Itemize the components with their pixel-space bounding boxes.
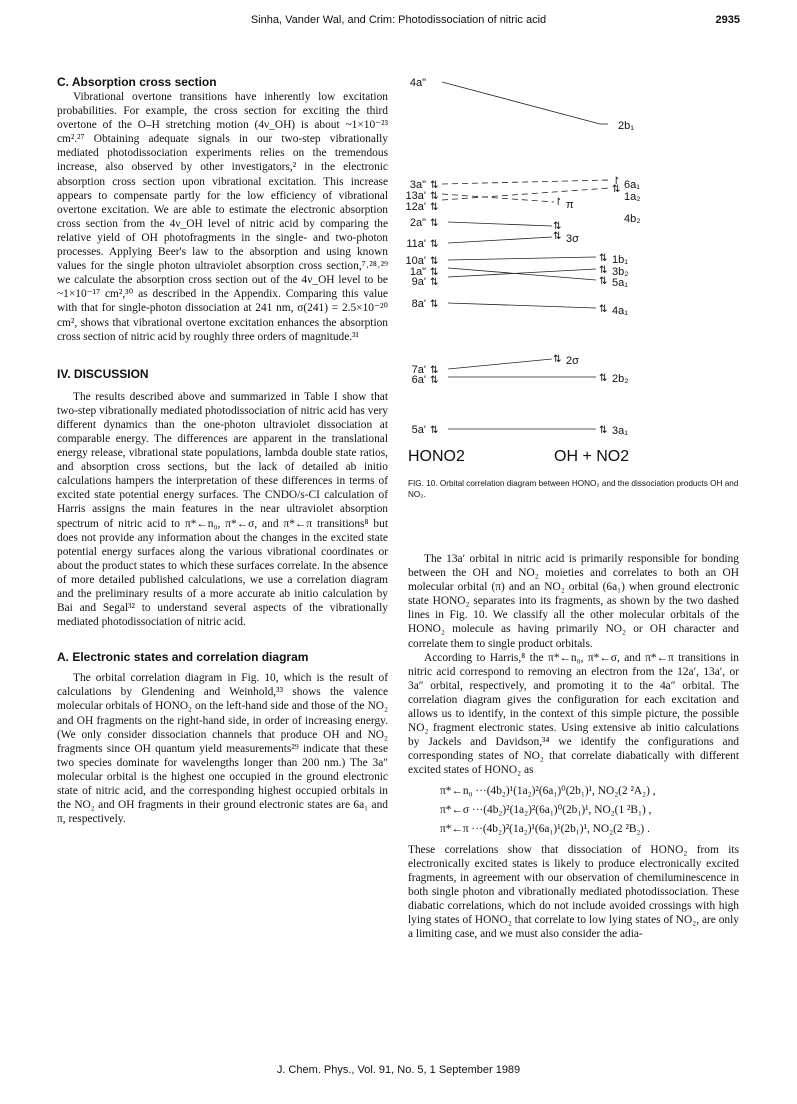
running-title: Sinha, Vander Wal, and Crim: Photodissociation of nitric acid [250,14,547,26]
page-header [0,8,797,32]
level-label: 3a₁ [612,425,628,437]
level-label: 6a₁ [624,179,640,191]
svg-text:⇅: ⇅ [430,239,439,250]
diagram-svg [405,76,748,476]
level-label: 9a' [411,276,426,288]
level-label: 3a" [409,179,426,191]
equation-block [440,782,739,839]
level-label: 7a' [411,364,426,376]
svg-text:↾: ↾ [612,176,621,187]
svg-text:⇅: ⇅ [599,304,608,315]
level-label: 5a₁ [612,277,628,289]
level-label: 10a' [405,255,426,267]
section-c-heading: C. Absorption cross section [57,75,217,89]
svg-text:⇅: ⇅ [553,354,562,365]
svg-text:⇅: ⇅ [599,276,608,287]
level-label: 2σ [566,355,579,367]
paragraph-correlation: The orbital correlation diagram in Fig. 10, which is the result of calculations by Glendening and Weinhold,³³ shows the valence molecular orbitals of HONO₂ on the left-hand side and those of the NO₂ and OH fragments on the right-hand side, in order of increasing energy. (We only consider dissociation channels that produce OH and NO₂ fragments since OH quantum yield measurements²⁹ indicate that these two species dominate for wavelengths longer than 200 nm.) The 3a″ molecular orbital is the highest one occupied in the ground electronic state of nitric acid, and the corresponding highest occupied orbitals in the NO₂ and OH fragments in their ground electronic states are 6a₁ and π, respectively. [57,672,388,826]
level-label: 1b₁ [612,254,628,266]
svg-text:⇅: ⇅ [430,218,439,229]
paragraph-harris: According to Harris,⁸ the π*←n₀, π*←σ, and π*←π transitions in nitric acid correspond to removing an electron from the 12a′, 13a′, or 3a″ orbital, respectively, and promoting it to the 4a″ orbital. The correlation diagram gives the configuration for each excitation and allows us to identify, in the context of this simple picture, the possible NO₂ fragment electronic states. Using extensive ab initio calculations by Jackels and Davidson,³⁴ we identify the configurations and corresponding states of NO₂ that correlate diabatically with different excited states of HONO₂ as [408,651,739,777]
level-label: 6a' [411,374,426,386]
svg-text:⇅: ⇅ [599,373,608,384]
section-a-heading: A. Electronic states and correlation diagram [57,650,309,665]
level-label: 4a" [409,77,426,89]
level-label: 13a' [405,190,426,202]
paragraph-correlations: These correlations show that dissociation of HONO₂ from its electronically excited states is likely to produce electronically excited fragments, in agreement with our observation of chemiluminescence in both single photon and vibrationally mediated photodissociation. These diabatic correlations, which do not include avoided crossings with high lying states of HONO₂ that correlate to low lying states of NO₂, are only a limiting case, and we must also consider the adia- [408,843,739,941]
level-label: 3b₂ [612,266,629,278]
svg-text:⇅: ⇅ [430,277,439,288]
level-label: 4a₁ [612,305,628,317]
svg-text:⇅: ⇅ [430,180,439,191]
level-label: 12a' [405,201,426,213]
level-label: π [566,199,574,211]
paragraph-discussion: The results described above and summarized in Table I show that two-step vibrationally mediated photodissociation of nitric acid has very different dynamics than the one-photon ultraviolet dissociation at comparable energy. The differences are apparent in the translational energy release, vibrational state populations, lambda double state ratios, and absorption cross sections, but the lack of detailed ab initio calculations hampers the interpretation of these differences in terms of excited state potential energy surfaces. The CNDO/s-CI calculation of Harris assigns the main features in the near ultraviolet absorption spectrum of nitric acid to π*←n₀, π*←σ, and π*←π transitions⁸ but does not provide any information about the changes in the excited state potential energy surfaces along the various vibrational coordinates or about the product states to which these surfaces correlate. In the absence of more detailed published calculations, we use a correlation diagram and the preliminary results of a more accurate ab initio calculation by Bai and Segal³² to understand several aspects of the vibrationally mediated photodissociation of nitric acid. [57,390,388,629]
svg-text:⇅: ⇅ [612,184,621,195]
level-label: 11a' [406,238,426,250]
left-column [57,74,388,826]
svg-text:⇅: ⇅ [430,256,439,267]
level-label: 2b₂ [612,373,629,385]
section-iv-heading: IV. DISCUSSION [57,366,149,381]
paragraph-13a-orbital: The 13a′ orbital in nitric acid is primarily responsible for bonding between the OH and NO₂ moieties and correlates to both an OH molecular orbital (π) and an NO₂ orbital (6a₁) when ground electronic state HONO₂ separates into its fragments, as shown by the two dashed lines in Fig. 10. We classify all the other molecular orbitals of the HONO₂ molecule as having primarily NO₂ or OH character and correlate them to single product orbitals. [408,553,739,650]
svg-text:⇅: ⇅ [430,365,439,376]
svg-text:⇅: ⇅ [430,267,439,278]
page-number: 2935 [715,14,740,26]
level-label: 2a" [409,217,426,229]
correlation-lines [442,82,610,429]
equation-3: π*←π ···(4b₂)²(1a₂)¹(6a₁)¹(2b₁)¹, NO₂(2 ²B₂) . [440,822,650,835]
paragraph-absorption: Vibrational overtone transitions have inherently low excitation probabilities. For example, the cross section for exciting the third overtone of the O–H stretching motion (4ν_OH) is about ~1×10⁻²³ cm².²⁷ Obtaining adequate signals in our two-step vibrationally mediated photodissociation experiments relies on the tremendous increase, also observed by other investigators,² in the electronic absorption cross section upon vibrational excitation. This increase appears to compensate partly for the low efficiency of vibrational overtone excitation. We are able to estimate the electronic absorption cross section from the 4ν_OH level of nitric acid by comparing the relative yield of OH photofragments in the single- and two-photon processes. Applying Beer's law to the absorption and using known values for the single photon ultraviolet absorption cross section,⁷˒²⁸˒²⁹ we calculate the absorption cross section out of the 4ν_OH level to be ~1×10⁻¹⁷ cm²,³⁰ as described in the Appendix. Comparing this value with that for single-photon dissociation at 241 nm, σ(241) = 2.5×10⁻²⁰ cm², shows that vibrational overtone excitation enhances the absorption cross section of nitric acid by roughly three orders of magnitude.³¹ [57,91,388,343]
orbital-correlation-diagram [405,76,748,516]
svg-text:⇅: ⇅ [430,375,439,386]
equation-2: π*←σ ···(4b₂)²(1a₂)²(6a₁)⁰(2b₁)¹, NO₂(1 ²B₁) , [440,803,652,816]
svg-text:⇅: ⇅ [430,202,439,213]
svg-text:⇅: ⇅ [553,221,562,232]
equation-1: π*←n₀ ···(4b₂)¹(1a₂)²(6a₁)⁰(2b₁)¹, NO₂(2 ²A₂) , [440,784,656,797]
svg-text:↾: ↾ [554,197,563,208]
svg-text:⇅: ⇅ [599,425,608,436]
left-level-labels [406,77,427,436]
level-label: 1a" [409,266,426,278]
level-label: 8a' [411,298,426,310]
level-label: 1a₂ [624,191,641,203]
diagram-left-title: HONO2 [408,448,465,465]
svg-text:⇅: ⇅ [430,299,439,310]
diagram-right-title: OH + NO2 [554,448,630,465]
svg-text:⇅: ⇅ [430,425,439,436]
level-label: 5a' [411,424,426,436]
page-footer: J. Chem. Phys., Vol. 91, No. 5, 1 September 1989 [276,1064,521,1076]
figure-caption: FIG. 10. Orbital correlation diagram between HONO₂ and the dissociation products OH and NO₂. [408,479,739,499]
svg-text:⇅: ⇅ [553,231,562,242]
level-label: 4b₂ [624,213,641,225]
right-column [408,552,739,941]
level-label: 3σ [566,233,579,245]
svg-text:⇅: ⇅ [599,253,608,264]
level-label: 2b₁ [618,120,634,132]
svg-text:⇅: ⇅ [430,191,439,202]
svg-text:⇅: ⇅ [599,265,608,276]
